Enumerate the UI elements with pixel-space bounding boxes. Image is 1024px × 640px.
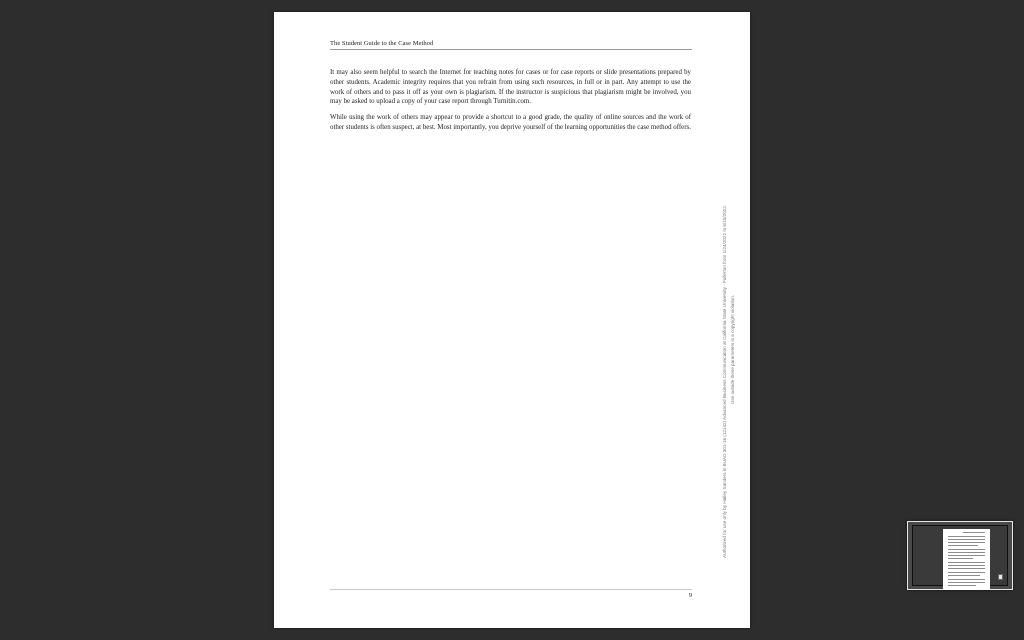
thumbnail-line [948, 545, 978, 546]
page-navigator[interactable] [907, 521, 1013, 590]
thumbnail-line [948, 558, 973, 559]
running-header: The Student Guide to the Case Method [330, 40, 434, 47]
thumbnail-line [948, 572, 985, 573]
thumbnail-line [963, 532, 985, 533]
thumbnail-line [948, 555, 985, 556]
thumbnail-line [948, 568, 985, 569]
paragraph: It may also seem helpful to search the Internet for teaching notes for cases or for case reports or slide presentations prepared by other students. Academic integrity requires that you refrain from using such resources, in full or in part. Any attempt to use the work of others and to pass it off as your own is plagiarism. If the instructor is suspicious that plagiarism might be involved, you may be asked to upload a copy of your case report through Turnitin.com. [330, 69, 691, 106]
thumbnail-line [948, 552, 985, 553]
paragraph: While using the work of others may appear to provide a shortcut to a good grade, the quality of online sources and the work of other students is often suspect, at best. Most importantly, you deprive yourself of the learning opportunities the case method offers. [330, 114, 691, 131]
thumbnail-line [948, 536, 985, 537]
navigator-viewport[interactable] [912, 525, 1008, 586]
thumbnail-line [948, 565, 985, 566]
thumbnail-line [948, 542, 985, 543]
document-page[interactable] [274, 12, 750, 628]
header-divider [330, 49, 692, 50]
footer-divider [330, 589, 692, 590]
thumbnail-line [948, 575, 980, 576]
navigator-scroll-handle[interactable] [998, 574, 1003, 580]
watermark-line: Authorized for use only by Hailey Sanders in BUAD 301-16 (12142) Advanced Business Communication at California State University - Fullerton from 1/24/2022 to 6/15/2022. [722, 204, 727, 558]
thumbnail-line [948, 562, 985, 563]
page-thumbnail-icon[interactable] [943, 529, 990, 590]
thumbnail-line [948, 585, 976, 586]
thumbnail-line [948, 549, 985, 550]
thumbnail-line [948, 582, 985, 583]
thumbnail-line [948, 579, 985, 580]
thumbnail-line [948, 539, 985, 540]
page-number: 9 [688, 592, 692, 599]
page-body [330, 68, 691, 139]
watermark-line: Use outside these parameters is a copyright violation. [730, 294, 735, 404]
copyright-watermark [722, 74, 748, 574]
